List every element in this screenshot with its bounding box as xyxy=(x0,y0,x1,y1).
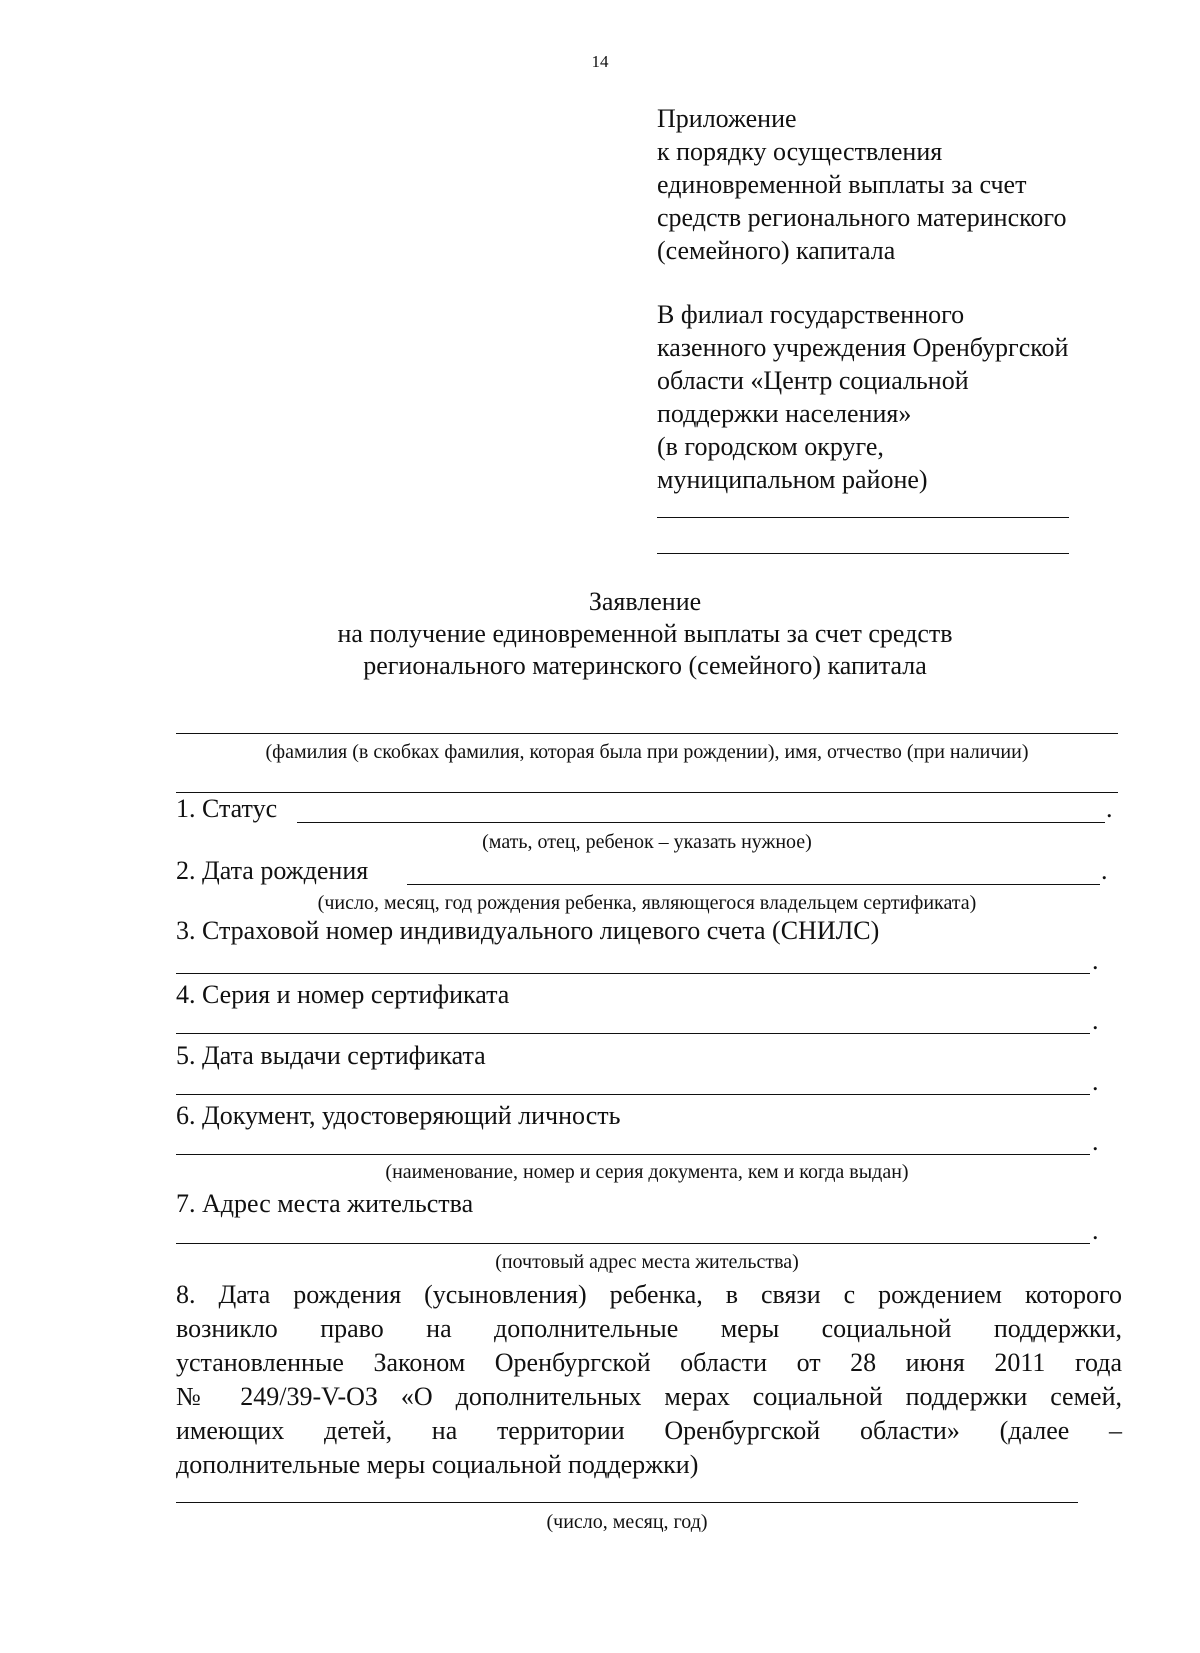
cert-date-blank-line[interactable] xyxy=(176,1094,1090,1095)
addressee-line: поддержки населения» xyxy=(657,399,912,428)
id-doc-label: 6. Документ, удостоверяющий личность xyxy=(176,1101,621,1130)
address-label: 7. Адрес места жительства xyxy=(176,1189,474,1218)
cert-number-blank-line[interactable] xyxy=(176,1033,1090,1034)
status-blank-line[interactable] xyxy=(297,822,1105,823)
fio-caption: (фамилия (в скобках фамилия, которая была при рождении), имя, отчество (при наличии) xyxy=(265,741,1029,763)
snils-label: 3. Страховой номер индивидуального лицевого счета (СНИЛС) xyxy=(176,916,880,945)
appendix-line: (семейного) капитала xyxy=(657,236,896,265)
item8-line: возникло право на дополнительные меры социальной поддержки, xyxy=(176,1314,1122,1343)
cert-date-period: . xyxy=(1092,1067,1099,1096)
id-doc-period: . xyxy=(1092,1127,1099,1156)
item8-line: № 249/39-V-ОЗ «О дополнительных мерах социальной поддержки семей, xyxy=(176,1382,1122,1411)
birthdate-blank-line[interactable] xyxy=(407,884,1100,885)
appendix-line: к порядку осуществления xyxy=(657,137,943,166)
cert-number-period: . xyxy=(1092,1006,1099,1035)
appendix-line: Приложение xyxy=(657,104,797,133)
birthdate-label: 2. Дата рождения xyxy=(176,856,369,885)
document-subtitle-line-2: регионального материнского (семейного) капитала xyxy=(363,651,927,680)
addressee-line: В филиал государственного xyxy=(657,300,965,329)
item8-caption: (число, месяц, год) xyxy=(546,1511,708,1533)
snils-blank-line[interactable] xyxy=(176,973,1090,974)
status-label: 1. Статус xyxy=(176,794,278,823)
page-number: 14 xyxy=(591,52,609,71)
address-blank-line[interactable] xyxy=(176,1243,1090,1244)
birthdate-period: . xyxy=(1101,856,1108,885)
status-period: . xyxy=(1106,794,1113,823)
item8-line: имеющих детей, на территории Оренбургской области» (далее – xyxy=(176,1416,1122,1445)
address-caption: (почтовый адрес места жительства) xyxy=(495,1251,799,1273)
fio-blank-line[interactable] xyxy=(176,733,1118,734)
addressee-line: казенного учреждения Оренбургской xyxy=(657,333,1069,362)
birthdate-caption: (число, месяц, год рождения ребенка, являющегося владельцем сертификата) xyxy=(317,892,977,914)
document-subtitle-line-1: на получение единовременной выплаты за счет средств xyxy=(337,619,953,648)
appendix-line: средств регионального материнского xyxy=(657,203,1067,232)
addressee-line: муниципальном районе) xyxy=(657,465,928,494)
item8-line: дополнительные меры социальной поддержки) xyxy=(176,1450,699,1479)
addressee-blank-line-1[interactable] xyxy=(657,517,1069,518)
item8-paragraph xyxy=(176,1278,1122,1482)
addressee-block xyxy=(657,298,1127,496)
appendix-block xyxy=(657,102,1127,267)
cert-date-label: 5. Дата выдачи сертификата xyxy=(176,1041,486,1070)
appendix-line: единовременной выплаты за счет xyxy=(657,170,1027,199)
id-doc-caption: (наименование, номер и серия документа, кем и когда выдан) xyxy=(385,1161,909,1183)
item8-blank-line[interactable] xyxy=(176,1502,1078,1503)
cert-number-label: 4. Серия и номер сертификата xyxy=(176,980,510,1009)
item8-line: 8. Дата рождения (усыновления) ребенка, в связи с рождением которого xyxy=(176,1280,1122,1309)
addressee-blank-line-2[interactable] xyxy=(657,553,1069,554)
addressee-line: (в городском округе, xyxy=(657,432,884,461)
snils-period: . xyxy=(1092,946,1099,975)
fio-blank-line-2[interactable] xyxy=(176,792,1118,793)
address-period: . xyxy=(1092,1216,1099,1245)
id-doc-blank-line[interactable] xyxy=(176,1154,1090,1155)
status-caption: (мать, отец, ребенок – указать нужное) xyxy=(482,831,812,853)
item8-line: установленные Законом Оренбургской области от 28 июня 2011 года xyxy=(176,1348,1122,1377)
addressee-line: области «Центр социальной xyxy=(657,366,969,395)
document-title: Заявление xyxy=(588,587,702,616)
